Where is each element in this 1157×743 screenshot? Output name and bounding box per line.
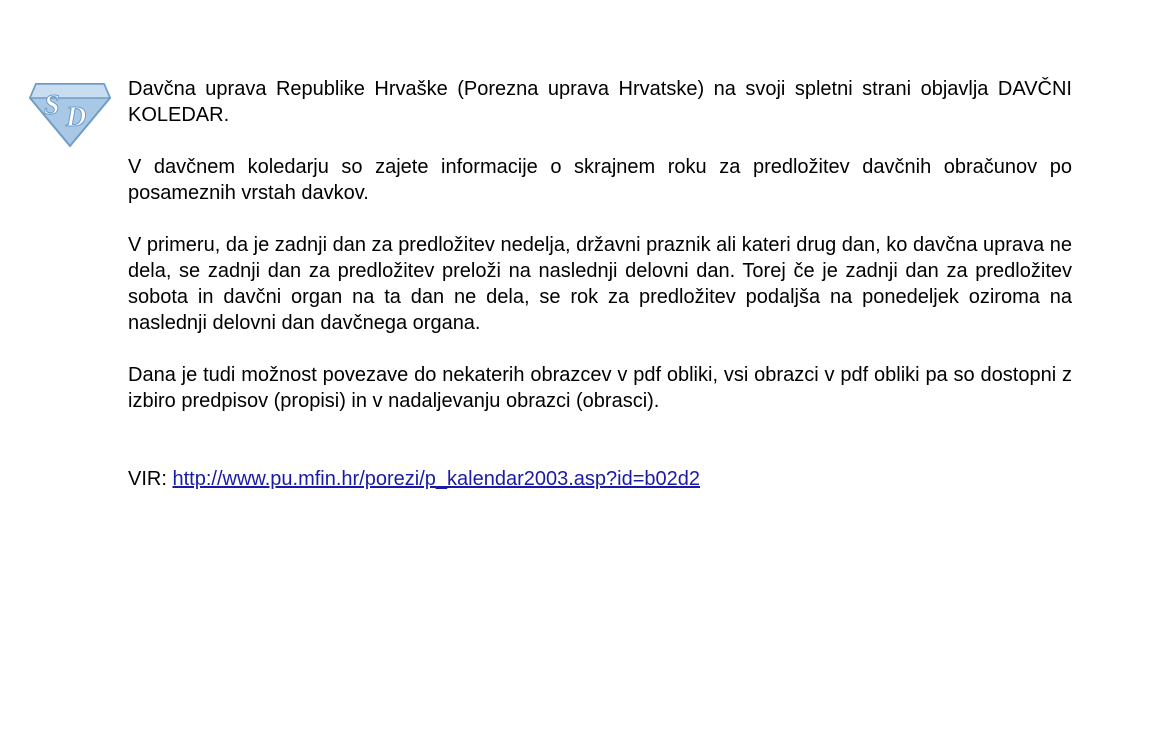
source-line [128, 466, 1072, 492]
svg-text:S: S [44, 90, 60, 121]
svg-text:D: D [66, 102, 87, 133]
document-body [128, 76, 1072, 492]
paragraph-forms: Dana je tudi možnost povezave do nekaterih obrazcev v pdf obliki, vsi obrazci v pdf obliki pa so dostopni z izbiro predpisov (propisi) in v nadaljevanju obrazci (obrasci). [128, 364, 1072, 412]
paragraph-intro: Davčna uprava Republike Hrvaške (Porezna uprava Hrvatske) na svoji spletni strani objavlja DAVČNI KOLEDAR. [128, 78, 1072, 126]
paragraph-calendar-info: V davčnem koledarju so zajete informacije o skrajnem roku za predložitev davčnih obračunov po posameznih vrstah davkov. [128, 156, 1072, 204]
source-link[interactable]: http://www.pu.mfin.hr/porezi/p_kalendar2003.asp?id=b02d2 [172, 468, 701, 490]
sd-logo-icon [28, 78, 112, 148]
source-label: VIR: [128, 468, 167, 490]
paragraph-deadline-rules: V primeru, da je zadnji dan za predložitev nedelja, državni praznik ali kateri drug dan, ko davčna uprava ne dela, se zadnji dan za predložitev preloži na naslednji delovni dan. Torej če je zadnji dan za predložitev sobota in davčni organ na ta dan ne dela, se rok za predložitev podaljša na ponedeljek oziroma na naslednji delovni dan davčnega organa. [128, 234, 1072, 334]
